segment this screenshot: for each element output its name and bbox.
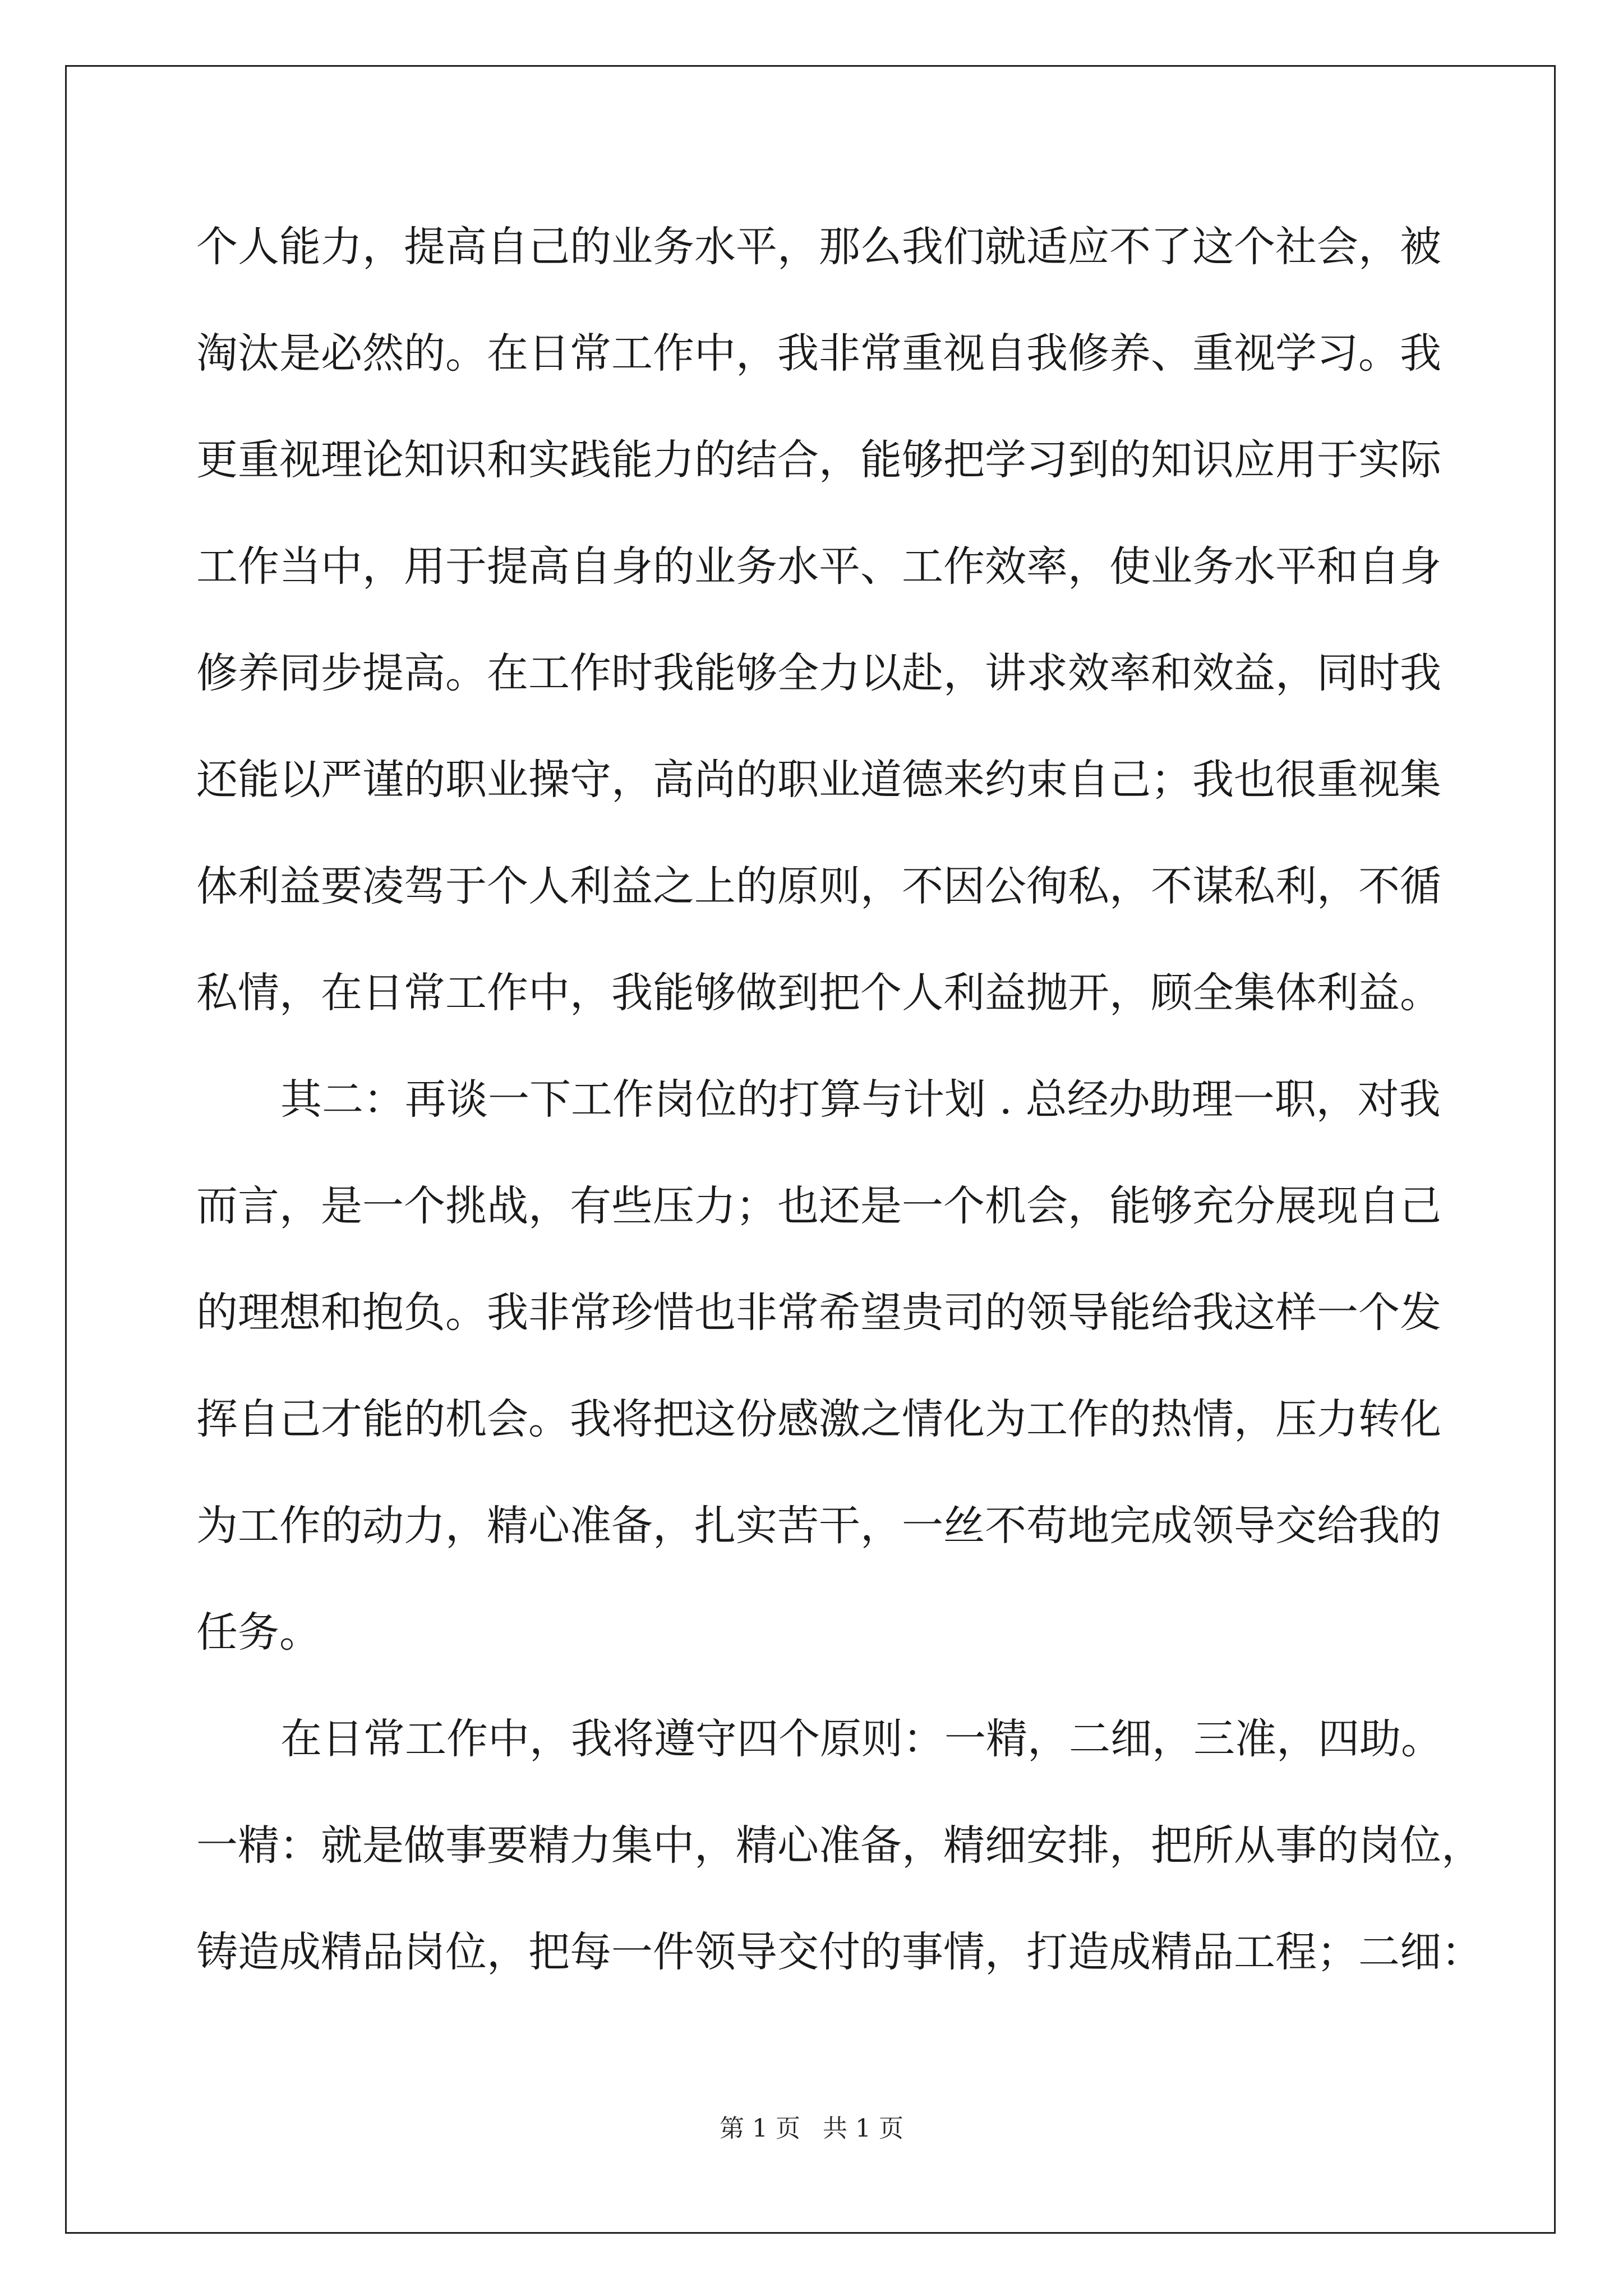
page-number: 第 1 页 [720,2114,800,2143]
document-body [196,213,1483,2025]
text-line: 的理想和抱负。我非常珍惜也非常希望贵司的领导能给我这样一个发 [196,1289,1441,1337]
text-line: 个人能力，提高自己的业务水平，那么我们就适应不了这个社会，被 [196,223,1441,271]
text-line: 而言，是一个挑战，有些压力；也还是一个机会，能够充分展现自己 [196,1182,1441,1230]
page-footer [0,2112,1623,2146]
text-line: 工作当中，用于提高自身的业务水平、工作效率，使业务水平和自身 [196,542,1441,591]
paragraph-start-line: 在日常工作中，我将遵守四个原则：一精，二细，三准，四助。 [280,1715,1442,1763]
text-line: 更重视理论知识和实践能力的结合，能够把学习到的知识应用于实际 [196,436,1441,484]
text-line: 为工作的动力，精心准备，扎实苦干，一丝不苟地完成领导交给我的 [196,1502,1441,1550]
text-line: 私情，在日常工作中，我能够做到把个人利益抛开，顾全集体利益。 [196,969,1441,1017]
text-line: 还能以严谨的职业操守，高尚的职业道德来约束自己；我也很重视集 [196,756,1441,804]
text-line: 一精：就是做事要精力集中，精心准备，精细安排，把所从事的岗位， [196,1821,1483,1870]
paragraph-start-line: 其二：再谈一下工作岗位的打算与计划 . 总经办助理一职，对我 [280,1075,1441,1124]
text-line: 挥自己才能的机会。我将把这份感激之情化为工作的热情，压力转化 [196,1395,1441,1443]
text-line: 体利益要凌驾于个人利益之上的原则，不因公徇私，不谋私利，不循 [196,862,1441,910]
text-line: 淘汰是必然的。在日常工作中，我非常重视自我修养、重视学习。我 [196,329,1441,378]
text-line: 铸造成精品岗位，把每一件领导交付的事情，打造成精品工程；二细： [196,1928,1483,1976]
page-total: 共 1 页 [823,2114,903,2143]
text-line: 修养同步提高。在工作时我能够全力以赴，讲求效率和效益，同时我 [196,649,1441,697]
text-line: 任务。 [196,1608,321,1657]
